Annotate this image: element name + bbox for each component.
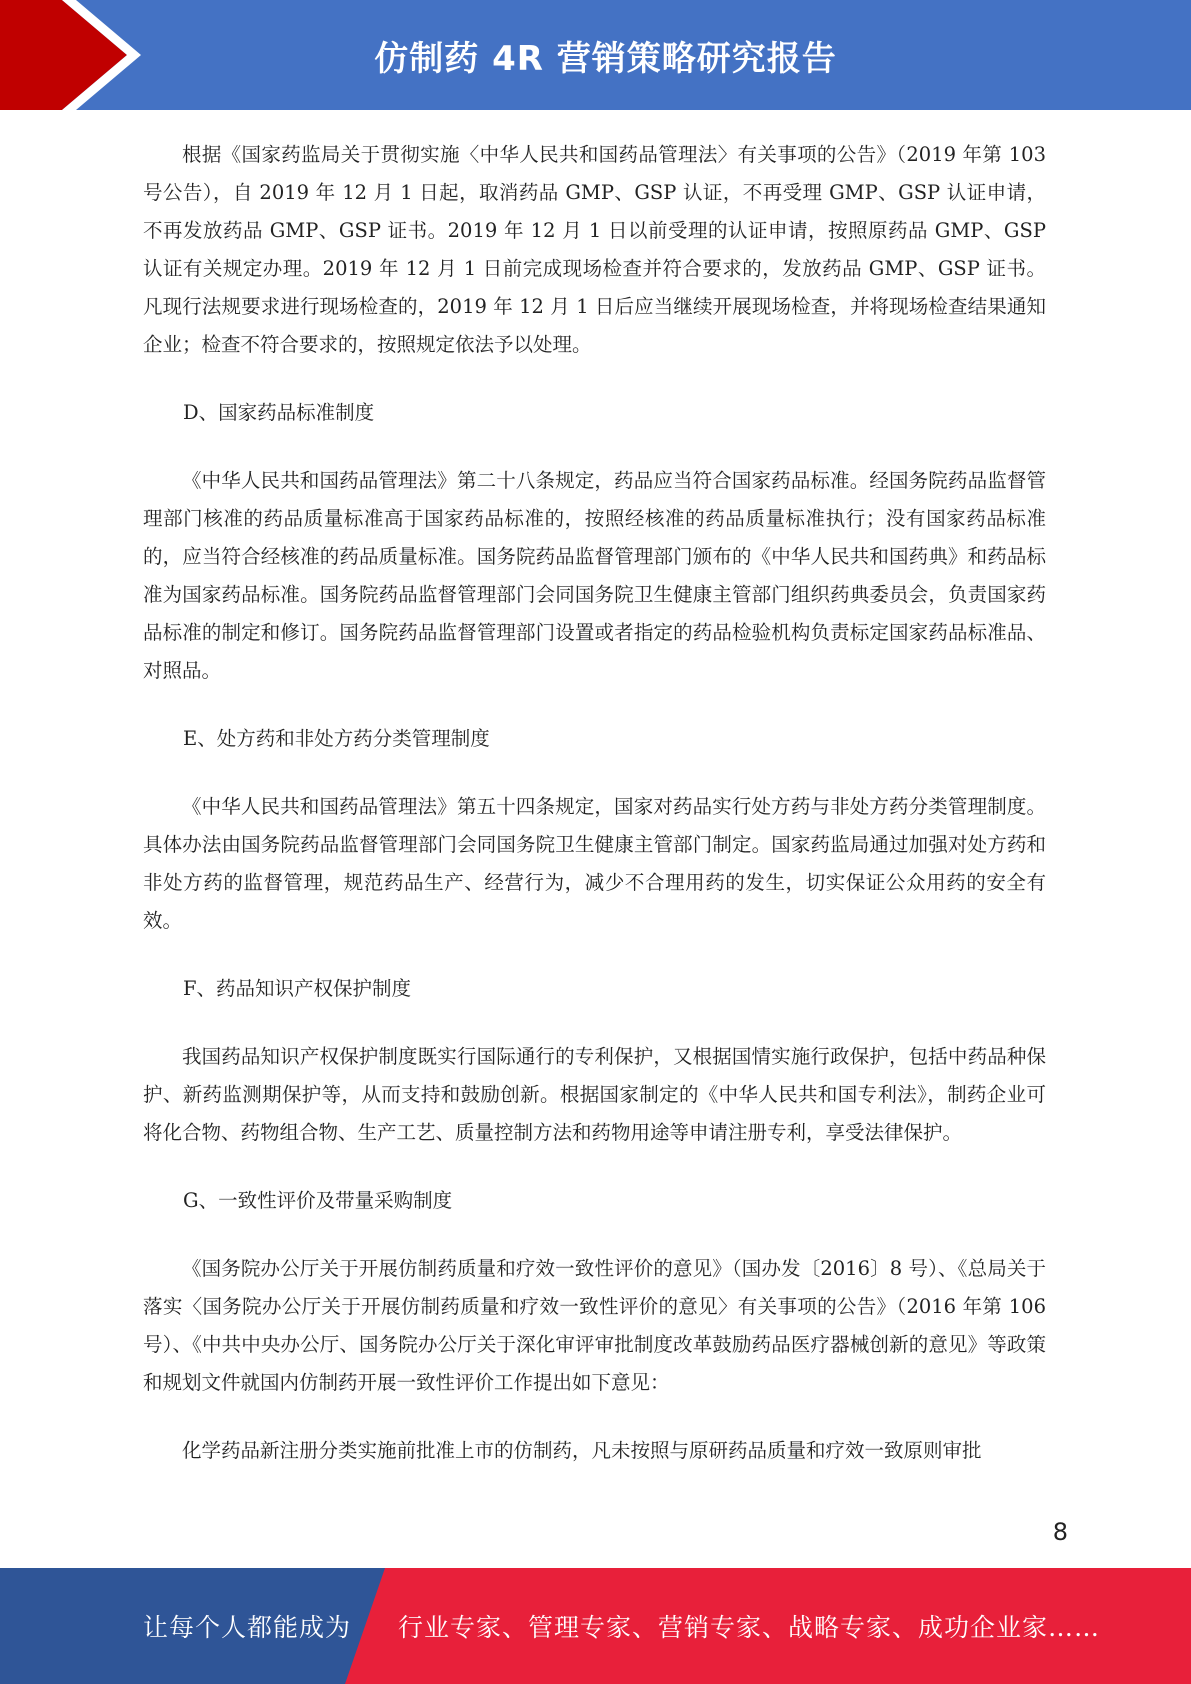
heading-f: F、药品知识产权保护制度 [183,977,412,1000]
document-body [143,136,1046,1470]
heading-d: D、国家药品标准制度 [183,401,375,424]
paragraph-f: 我国药品知识产权保护制度既实行国际通行的专利保护，又根据国情实施行政保护，包括中药品种保护、新药监测期保护等，从而支持和鼓励创新。根据国家制定的《中华人民共和国专利法》，制药企业可将化合物、药物组合物、生产工艺、质量控制方法和药物用途等申请注册专利，享受法律保护。 [143,1045,1046,1144]
report-title: 仿制药 4R 营销策略研究报告 [374,38,837,79]
heading-g: G、一致性评价及带量采购制度 [183,1189,453,1212]
paragraph-d: 《中华人民共和国药品管理法》第二十八条规定，药品应当符合国家药品标准。经国务院药品监督管理部门核准的药品质量标准高于国家药品标准的，按照经核准的药品质量标准执行；没有国家药品标准的，应当符合经核准的药品质量标准。国务院药品监督管理部门颁布的《中华人民共和国药典》和药品标准为国家药品标准。国务院药品监督管理部门会同国务院卫生健康主管部门组织药典委员会，负责国家药品标准的制定和修订。国务院药品监督管理部门设置或者指定的药品检验机构负责标定国家药品标准品、对照品。 [143,469,1046,682]
page-number: 8 [1052,1518,1068,1546]
paragraph-e: 《中华人民共和国药品管理法》第五十四条规定，国家对药品实行处方药与非处方药分类管理制度。具体办法由国务院药品监督管理部门会同国务院卫生健康主管部门制定。国家药监局通过加强对处方药和非处方药的监督管理，规范药品生产、经营行为，减少不合理用药的发生，切实保证公众用药的安全有效。 [143,795,1046,932]
footer-slogan-right: 行业专家、管理专家、营销专家、战略专家、成功企业家…… [398,1613,1101,1642]
heading-e: E、处方药和非处方药分类管理制度 [183,727,490,750]
paragraph-gmp-gsp: 根据《国家药监局关于贯彻实施〈中华人民共和国药品管理法〉有关事项的公告》（2019 年第 103 号公告），自 2019 年 12 月 1 日起，取消药品 GMP、GSP 认证，不再受理 GMP、GSP 认证申请，不再发放药品 GMP、GSP 证书。2019 年 12 月 1 日以前受理的认证申请，按照原药品 GMP、GSP 认证有关规定办理。2019 年 12 月 1 日前完成现场检查并符合要求的，发放药品 GMP、GSP 证书。凡现行法规要求进行现场检查的，2019 年 12 月 1 日后应当继续开展现场检查，并将现场检查结果通知企业；检查不符合要求的，按照规定依法予以处理。 [143,143,1046,356]
page-footer [0,1568,1191,1684]
paragraph-g: 《国务院办公厅关于开展仿制药质量和疗效一致性评价的意见》（国办发〔2016〕8 号）、《总局关于落实〈国务院办公厅关于开展仿制药质量和疗效一致性评价的意见〉有关事项的公告》（2016 年第 106 号）、《中共中央办公厅、国务院办公厅关于深化审评审批制度改革鼓励药品医疗器械创新的意见》等政策和规划文件就国内仿制药开展一致性评价工作提出如下意见： [143,1257,1046,1394]
footer-slogan-left: 让每个人都能成为 [143,1613,352,1642]
page-header [0,0,1191,110]
paragraph-last: 化学药品新注册分类实施前批准上市的仿制药，凡未按照与原研药品质量和疗效一致原则审批 [182,1439,982,1462]
